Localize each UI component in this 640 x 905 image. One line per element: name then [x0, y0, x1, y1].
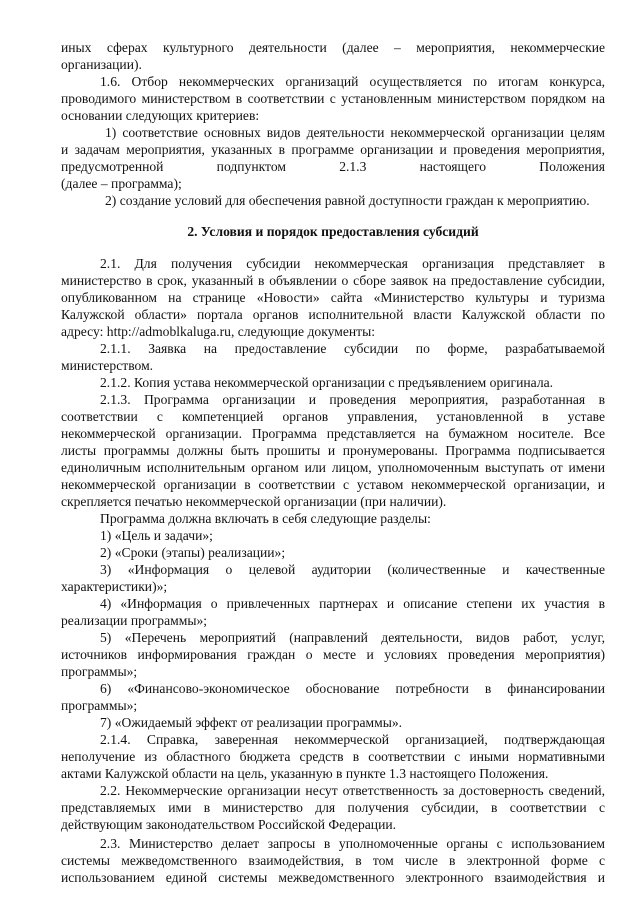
text-line: действующим законодательством Российской Федерации. — [61, 817, 397, 832]
section-heading: 2. Условия и порядок предоставления субсидий — [187, 224, 479, 239]
text-line: актами Калужской области на цель, указанную в пункте 1.3 настоящего Положения. — [61, 766, 549, 781]
text-line: 2) создание условий для обеспечения равной доступности граждан к мероприятию. — [105, 193, 590, 208]
text-line: реализации программы»; — [61, 613, 208, 628]
text-line: некоммерческой организации в соответствии с уставом некоммерческой организации, и — [61, 477, 605, 492]
text-line: 2.3. Министерство делает запросы в уполномоченные органы с использованием — [100, 836, 605, 851]
text-line: листы программы должны быть прошиты и пронумерованы. Программа подписывается — [61, 443, 605, 458]
list-item: 7) «Ожидаемый эффект от реализации программы». — [100, 715, 403, 730]
list-item: 5) «Перечень мероприятий (направлений деятельности, видов работ, услуг, — [100, 630, 605, 645]
text-line: проводимого министерством в соответствии с установленным министерством порядком на — [61, 91, 605, 106]
text-line: 1.6. Отбор некоммерческих организаций осуществляется по итогам конкурса, — [100, 74, 605, 89]
text-line: опубликованном на странице «Новости» сайта «Министерство культуры и туризма — [61, 290, 605, 305]
text-line: министерство в срок, указанный в объявлении о сборе заявок на предоставление субсидии, — [61, 273, 605, 288]
list-item: 3) «Информация о целевой аудитории (количественные и качественные — [100, 562, 605, 577]
list-item: 1) «Цель и задачи»; — [100, 528, 213, 543]
text-line: программы»; — [61, 698, 138, 713]
list-item: 4) «Информация о привлеченных партнерах и описание степени их участия в — [100, 596, 605, 611]
text-line: Калужской области» портала органов исполнительной власти Калужской области по — [61, 307, 605, 322]
text-line: системы межведомственного взаимодействия, в том числе в электронной форме с — [61, 853, 605, 868]
text-line: 2.1.4. Справка, заверенная некоммерческой организацией, подтверждающая — [100, 732, 605, 747]
text-line: предусмотренной подпунктом 2.1.3 настоящего Положения — [61, 159, 605, 174]
text-line: 2.1.1. Заявка на предоставление субсидии по форме, разрабатываемой — [100, 341, 605, 356]
text-line: характеристики)»; — [61, 579, 168, 594]
text-line: программы»; — [61, 664, 138, 679]
text-line: источников информирования граждан о месте и условиях проведения мероприятия) — [61, 647, 605, 662]
text-line: соответствии с компетенцией органов управления, установленной в уставе — [61, 409, 605, 424]
list-item: 6) «Финансово-экономическое обоснование потребности в финансировании — [100, 681, 605, 696]
text-line: представляемых ими в министерство для получения субсидии, в соответствии с — [61, 800, 605, 815]
text-line: организации). — [61, 57, 142, 72]
text-line: иных сферах культурного деятельности (далее – мероприятия, некоммерческие — [61, 40, 605, 55]
text-line: неполучение из областного бюджета средств в соответствии с иными нормативными — [61, 749, 605, 764]
text-line: и задачам мероприятия, указанных в программе организации и проведения мероприятия, — [61, 142, 605, 157]
text-line: единоличным исполнительным органом или лицом, уполномоченным выступать от имени — [61, 460, 605, 475]
text-line: адресу: http://admoblkaluga.ru, следующие документы: — [61, 324, 375, 339]
text-line: 1) соответствие основных видов деятельности некоммерческой организации целям — [105, 125, 605, 140]
text-line: (далее – программа); — [61, 176, 182, 191]
text-line: Программа должна включать в себя следующие разделы: — [100, 511, 431, 526]
text-line: основании следующих критериев: — [61, 108, 260, 123]
text-line: 2.1. Для получения субсидии некоммерческая организация представляет в — [100, 256, 605, 271]
text-line: 2.1.2. Копия устава некоммерческой организации с предъявлением оригинала. — [100, 375, 554, 390]
text-line: использованием единой системы межведомственного электронного взаимодействия и — [61, 870, 605, 885]
text-line: скрепляется печатью некоммерческой организации (при наличии). — [61, 494, 447, 509]
text-line: 2.2. Некоммерческие организации несут ответственность за достоверность сведений, — [100, 783, 605, 798]
list-item: 2) «Сроки (этапы) реализации»; — [100, 545, 286, 560]
text-line: некоммерческой организации. Программа представляется на бумажном носителе. Все — [61, 426, 605, 441]
text-line: 2.1.3. Программа организации и проведения мероприятия, разработанная в — [100, 392, 605, 407]
text-line: министерством. — [61, 358, 154, 373]
